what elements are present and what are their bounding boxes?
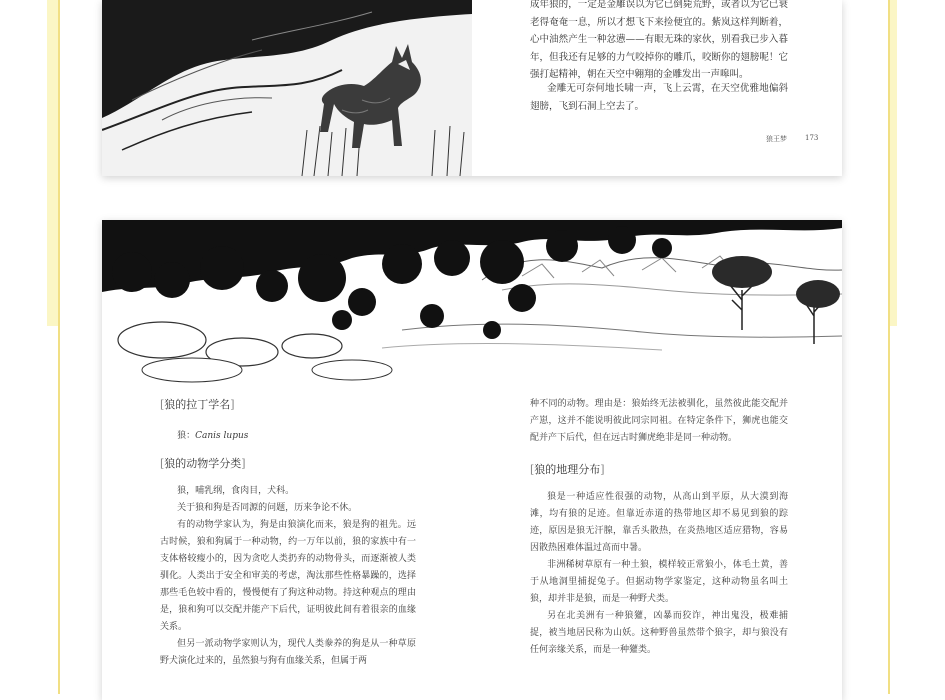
body-paragraph: 但另一派动物学家则认为，现代人类豢养的狗是从一种草原野犬演化过来的，虽然狼与狗有血缘关系，但属于两 — [160, 639, 416, 666]
section-heading: [狼的拉丁学名] — [160, 398, 235, 411]
running-head-title: 狼王梦 — [766, 135, 787, 143]
right-text-column — [530, 396, 788, 659]
latin-name: Canis lupus — [195, 431, 249, 441]
story-paragraph: 金雕无可奈何地长啸一声，飞上云霄，在天空优雅地偏斜翅膀，飞到石洞上空去了。 — [530, 83, 788, 112]
left-text-column — [160, 396, 416, 670]
body-paragraph: 另在北美洲有一种狼獾，凶暴而狡诈，神出鬼没，极难捕捉，被当地居民称为山妖。这种野兽虽然带个狼字，却与狼没有任何亲缘关系，而是一种獾类。 — [530, 611, 788, 655]
text-line: 狼，哺乳纲，食肉目，犬科。 — [177, 486, 295, 496]
book-page-bottom — [102, 220, 842, 700]
body-paragraph: 非洲稀树草原有一种土狼，模样较正常狼小，体毛土黄，善于从地洞里捕捉兔子。但据动物学家鉴定，这种动物虽名叫土狼，却并非是狼，而是一种野犬类。 — [530, 560, 788, 604]
book-page-top — [102, 0, 842, 176]
page-number: 173 — [805, 134, 819, 142]
story-paragraph: 成年狼的，一定是金雕误以为它已倒毙荒野，或者以为它已衰老得奄奄一息，所以才想飞下来捡便宜的。紫岚这样判断着，心中油然产生一种忿懑——有眼无珠的家伙，别看我已步入暮年，但我还有足够的力气咬掉你的雕爪，咬断你的翅膀呢！它强打起精神，朝在天空中翱翔的金雕发出一声嗥叫。 — [530, 0, 788, 80]
landscape-illustration — [102, 220, 842, 385]
section-heading: [狼的地理分布] — [530, 463, 605, 476]
latin-name-line: 狼：Canis lupus — [177, 431, 249, 441]
body-paragraph: 有的动物学家认为，狗是由狼演化而来，狼是狗的祖先。远古时候，狼和狗属于一种动物，约一万年以前，狼的家族中有一支体格较瘦小的，因为贪吃人类扔弃的动物骨头，而逐渐被人类驯化。人类出于安全和审美的考虑，淘汰那些性格暴躁的，选择那些毛色较中看的，慢慢便有了狗这种动物。持这种观点的理由是，狼和狗可以交配并能产下后代，证明彼此间有着很亲的血缘关系。 — [160, 520, 416, 632]
body-paragraph: 狼是一种适应性很强的动物，从高山到平原，从大漠到海滩，均有狼的足迹。但靠近赤道的热带地区却不易见到狼的踪迹，原因是狼无汗腺，靠舌头散热，在炎热地区适应猎物，容易因散热困难体温过高而中暑。 — [530, 492, 788, 553]
body-paragraph: 种不同的动物。理由是：狼始终无法被驯化，虽然彼此能交配并产崽，这并不能说明彼此同宗同祖。在特定条件下，狮虎也能交配并产下后代，但在远古时狮虎绝非是同一种动物。 — [530, 399, 788, 443]
wolf-illustration — [102, 0, 472, 176]
text-line: 关于狼和狗是否同源的问题，历来争论不休。 — [177, 503, 358, 513]
section-heading: [狼的动物学分类] — [160, 457, 246, 470]
